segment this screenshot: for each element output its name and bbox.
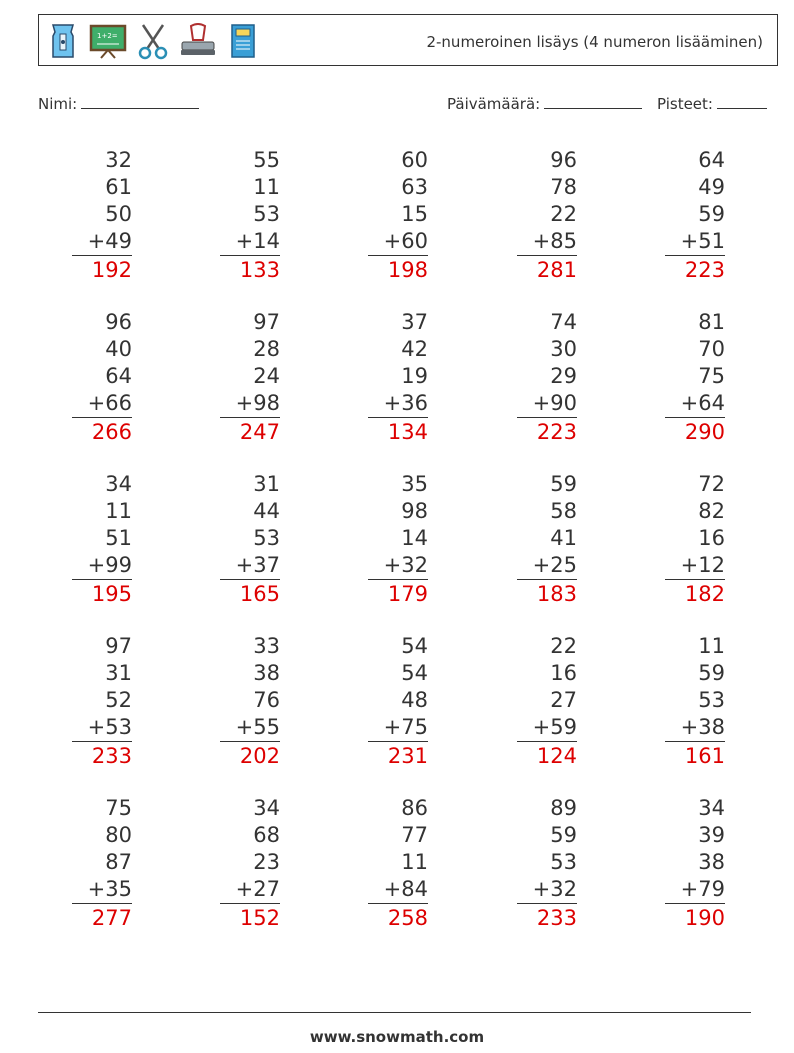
answer: 165: [239, 582, 280, 606]
addition-problem: [220, 795, 280, 932]
addend: 53: [550, 850, 577, 874]
addend: 15: [401, 202, 428, 226]
addend: 41: [550, 526, 577, 550]
addend-with-plus: +38: [665, 714, 725, 742]
addend: 77: [401, 823, 428, 847]
addend: 38: [253, 661, 280, 685]
answer: 152: [239, 906, 280, 930]
addition-problem: [368, 471, 428, 608]
addition-problem: [220, 471, 280, 608]
addend: 54: [401, 634, 428, 658]
score-label: Pisteet:: [657, 95, 713, 113]
addend: 49: [698, 175, 725, 199]
score-field[interactable]: [657, 94, 767, 113]
addend: 86: [401, 796, 428, 820]
addition-problem: [72, 795, 132, 932]
addend: 52: [105, 688, 132, 712]
answer: 134: [387, 420, 428, 444]
answer: 198: [387, 258, 428, 282]
stapler-icon: [179, 22, 217, 60]
addend: 53: [698, 688, 725, 712]
addition-problem: [368, 147, 428, 284]
addition-problem: [665, 795, 725, 932]
answer: 179: [387, 582, 428, 606]
addend-with-plus: +85: [517, 228, 577, 256]
answer: 182: [684, 582, 725, 606]
addition-problem: [72, 633, 132, 770]
addend: 14: [401, 526, 428, 550]
date-label: Päivämäärä:: [447, 95, 541, 113]
footer-url[interactable]: www.snowmath.com: [309, 1028, 485, 1046]
answer: 192: [91, 258, 132, 282]
chalkboard-icon: [89, 22, 127, 60]
addend: 80: [105, 823, 132, 847]
addend-with-plus: +25: [517, 552, 577, 580]
worksheet-title: 2-numeroinen lisäys (4 numeron lisääminen): [426, 33, 763, 51]
score-blank[interactable]: [717, 94, 767, 109]
addend: 44: [253, 499, 280, 523]
addend: 82: [698, 499, 725, 523]
answer: 161: [684, 744, 725, 768]
answer: 223: [536, 420, 577, 444]
addend-with-plus: +12: [665, 552, 725, 580]
addend-with-plus: +99: [72, 552, 132, 580]
addend: 78: [550, 175, 577, 199]
addend-with-plus: +49: [72, 228, 132, 256]
addition-problem: [665, 309, 725, 446]
addend: 59: [550, 472, 577, 496]
addend: 97: [105, 634, 132, 658]
worksheet-header: [38, 14, 778, 66]
addend: 96: [550, 148, 577, 172]
addend: 37: [401, 310, 428, 334]
addend: 59: [550, 823, 577, 847]
addend: 58: [550, 499, 577, 523]
addend-with-plus: +75: [368, 714, 428, 742]
addend-with-plus: +59: [517, 714, 577, 742]
answer: 223: [684, 258, 725, 282]
addend: 11: [698, 634, 725, 658]
answer: 133: [239, 258, 280, 282]
addition-problem: [517, 795, 577, 932]
addend: 98: [401, 499, 428, 523]
addend: 97: [253, 310, 280, 334]
addend: 29: [550, 364, 577, 388]
addend: 23: [253, 850, 280, 874]
date-blank[interactable]: [544, 94, 642, 109]
addend-with-plus: +27: [220, 876, 280, 904]
addition-problem: [517, 633, 577, 770]
addition-problem: [665, 147, 725, 284]
addend-with-plus: +64: [665, 390, 725, 418]
addend: 50: [105, 202, 132, 226]
addend: 63: [401, 175, 428, 199]
addend: 60: [401, 148, 428, 172]
addition-problem: [72, 309, 132, 446]
addend: 27: [550, 688, 577, 712]
addend: 48: [401, 688, 428, 712]
addend: 81: [698, 310, 725, 334]
addend: 89: [550, 796, 577, 820]
addend: 38: [698, 850, 725, 874]
addend: 30: [550, 337, 577, 361]
answer: 277: [91, 906, 132, 930]
addition-problem: [368, 633, 428, 770]
addition-problem: [220, 309, 280, 446]
addend-with-plus: +53: [72, 714, 132, 742]
addend: 35: [401, 472, 428, 496]
addend-with-plus: +79: [665, 876, 725, 904]
addend: 96: [105, 310, 132, 334]
answer: 195: [91, 582, 132, 606]
addend: 11: [105, 499, 132, 523]
addend: 19: [401, 364, 428, 388]
addition-problem: [517, 309, 577, 446]
addend: 16: [550, 661, 577, 685]
addend: 72: [698, 472, 725, 496]
addition-problem: [220, 147, 280, 284]
addend-with-plus: +84: [368, 876, 428, 904]
addend: 11: [401, 850, 428, 874]
addition-problem: [72, 471, 132, 608]
answer: 202: [239, 744, 280, 768]
answer: 233: [536, 906, 577, 930]
date-field[interactable]: [447, 94, 642, 113]
addend: 54: [401, 661, 428, 685]
answer: 266: [91, 420, 132, 444]
answer: 247: [239, 420, 280, 444]
addend-with-plus: +60: [368, 228, 428, 256]
answer: 233: [91, 744, 132, 768]
addend: 53: [253, 526, 280, 550]
addend: 53: [253, 202, 280, 226]
addend-with-plus: +90: [517, 390, 577, 418]
name-field[interactable]: [38, 94, 199, 113]
answer: 183: [536, 582, 577, 606]
scissors-icon: [137, 22, 169, 60]
addend-with-plus: +51: [665, 228, 725, 256]
answer: 190: [684, 906, 725, 930]
addition-problem: [517, 471, 577, 608]
addition-problem: [665, 471, 725, 608]
addend: 59: [698, 661, 725, 685]
addend: 34: [253, 796, 280, 820]
addend: 11: [253, 175, 280, 199]
addend: 33: [253, 634, 280, 658]
addend: 31: [105, 661, 132, 685]
answer: 124: [536, 744, 577, 768]
answer: 231: [387, 744, 428, 768]
addend: 87: [105, 850, 132, 874]
addition-problem: [220, 633, 280, 770]
icon-strip: [47, 21, 259, 61]
answer: 281: [536, 258, 577, 282]
addend: 16: [698, 526, 725, 550]
addend: 75: [105, 796, 132, 820]
addend-with-plus: +36: [368, 390, 428, 418]
addition-problem: [665, 633, 725, 770]
addition-problem: [368, 309, 428, 446]
addend: 39: [698, 823, 725, 847]
addend: 55: [253, 148, 280, 172]
addend: 76: [253, 688, 280, 712]
book-icon: [227, 22, 259, 60]
addend-with-plus: +66: [72, 390, 132, 418]
addend: 70: [698, 337, 725, 361]
addend: 40: [105, 337, 132, 361]
addend-with-plus: +32: [368, 552, 428, 580]
addend: 68: [253, 823, 280, 847]
svg-text:1+2=: 1+2=: [97, 32, 118, 40]
addend: 31: [253, 472, 280, 496]
addend: 42: [401, 337, 428, 361]
addend: 28: [253, 337, 280, 361]
addend: 32: [105, 148, 132, 172]
addend: 59: [698, 202, 725, 226]
addend: 64: [698, 148, 725, 172]
addend: 34: [698, 796, 725, 820]
addend-with-plus: +98: [220, 390, 280, 418]
addend: 64: [105, 364, 132, 388]
addend-with-plus: +14: [220, 228, 280, 256]
addition-problem: [517, 147, 577, 284]
name-label: Nimi:: [38, 95, 78, 113]
addend-with-plus: +32: [517, 876, 577, 904]
addend: 61: [105, 175, 132, 199]
answer: 290: [684, 420, 725, 444]
addend: 22: [550, 202, 577, 226]
addition-problem: [72, 147, 132, 284]
addend-with-plus: +37: [220, 552, 280, 580]
addend: 51: [105, 526, 132, 550]
addend: 75: [698, 364, 725, 388]
name-blank[interactable]: [81, 94, 199, 109]
answer: 258: [387, 906, 428, 930]
sharpener-icon: [47, 22, 79, 60]
addition-problem: [368, 795, 428, 932]
addend: 74: [550, 310, 577, 334]
addend: 34: [105, 472, 132, 496]
footer-divider: [38, 1012, 751, 1013]
addend-with-plus: +35: [72, 876, 132, 904]
addend: 24: [253, 364, 280, 388]
addend-with-plus: +55: [220, 714, 280, 742]
addend: 22: [550, 634, 577, 658]
